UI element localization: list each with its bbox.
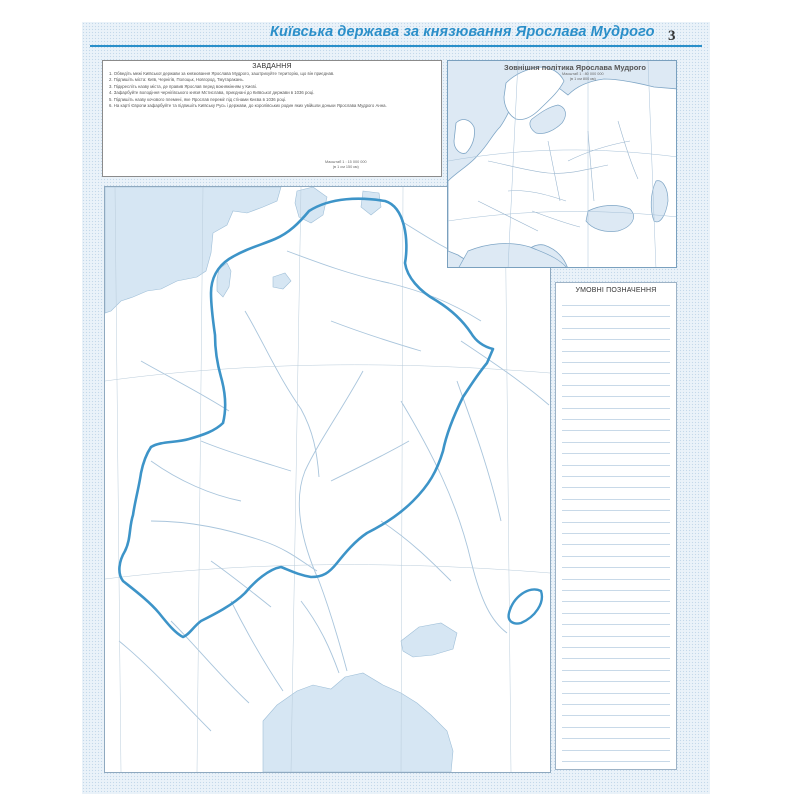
- legend-blank-line: [562, 556, 670, 557]
- legend-blank-line: [562, 430, 670, 431]
- page-title: Київська держава за князювання Ярослава Мудрого: [270, 24, 655, 40]
- legend-blank-line: [562, 704, 670, 705]
- page-number: 3: [668, 28, 676, 44]
- task-item-6: 6. На карті Європи зафарбуйте та підпишіть Київську Русь і держави, до королівських родин яких увійшли доньки Ярослава Мудрого Анна.: [109, 103, 387, 109]
- legend-blank-line: [562, 408, 670, 409]
- legend-blank-line: [562, 693, 670, 694]
- legend-blank-line: [562, 636, 670, 637]
- legend-blank-line: [562, 727, 670, 728]
- legend-blank-line: [562, 590, 670, 591]
- legend-blank-line: [562, 601, 670, 602]
- legend-blank-line: [562, 750, 670, 751]
- lake-onega: [361, 191, 381, 215]
- legend-blank-line: [562, 442, 670, 443]
- legend-blank-line: [562, 738, 670, 739]
- legend-blank-line: [562, 328, 670, 329]
- tasks-title: ЗАВДАННЯ: [252, 63, 292, 70]
- legend-blank-line: [562, 658, 670, 659]
- inset-scale: [562, 72, 604, 82]
- legend-blank-line: [562, 487, 670, 488]
- legend-blank-line: [562, 373, 670, 374]
- legend-blank-line: [562, 522, 670, 523]
- legend-blank-line: [562, 670, 670, 671]
- inset-scale-ratio: Масштаб 1 : 80 000 000: [562, 72, 604, 76]
- legend-blank-line: [562, 351, 670, 352]
- legend-blank-line: [562, 579, 670, 580]
- rivers: [119, 221, 549, 731]
- sea-of-azov: [401, 623, 457, 657]
- legend-blank-line: [562, 465, 670, 466]
- inset-map-europe: [447, 60, 677, 268]
- legend-title: УМОВНІ ПОЗНАЧЕННЯ: [575, 287, 657, 294]
- lake-ilmen: [273, 273, 291, 289]
- legend-blank-line: [562, 715, 670, 716]
- task-item-5: 5. Підпишіть назву кочового племені, яке Ярослав переміг під стінами Києва в 1036 році.: [109, 96, 287, 102]
- main-map-scale-ratio: Масштаб 1 : 15 000 000: [325, 160, 367, 164]
- legend-blank-line: [562, 419, 670, 420]
- legend-blank-line: [562, 510, 670, 511]
- task-item-1: 1. Обведіть межі Київської держави за князювання Ярослава Мудрого, заштрихуйте територію, що він приєднав.: [109, 71, 335, 76]
- task-item-2: 2. Підпишіть міста: Київ, Чернігів, Полоцьк, Новгород, Тмутаракань.: [109, 77, 244, 83]
- main-map-drawing: [105, 187, 550, 772]
- legend-blank-line: [562, 761, 670, 762]
- legend-blank-line: [562, 362, 670, 363]
- legend-blank-line: [562, 396, 670, 397]
- legend-box: [555, 282, 677, 770]
- main-map-scale-distance: (в 1 см 150 км): [332, 165, 359, 169]
- legend-blank-line: [562, 647, 670, 648]
- legend-blank-line: [562, 544, 670, 545]
- task-list: [109, 71, 435, 109]
- legend-blank-line: [562, 499, 670, 500]
- legend-blank-line: [562, 339, 670, 340]
- inset-black-sea: [586, 205, 634, 231]
- legend-blank-line: [562, 613, 670, 614]
- legend-blank-line: [562, 624, 670, 625]
- legend-blank-line: [562, 385, 670, 386]
- tmutarakan-enclave: [509, 589, 542, 623]
- inset-map-drawing: [448, 61, 677, 268]
- legend-blank-line: [562, 453, 670, 454]
- legend-blank-line: [562, 533, 670, 534]
- inset-title: Зовнішня політика Ярослава Мудрого: [504, 63, 646, 72]
- legend-blank-line: [562, 476, 670, 477]
- task-item-3: 3. Підкресліть назву міста, де правив Ярослав перед вокняжінням у Києві.: [109, 83, 257, 89]
- main-contour-map: [104, 186, 551, 773]
- task-item-4: 4. Зафарбуйте володіння чернігівського князя Мстислава, приєднані до Київської держави в 1036 році.: [109, 90, 315, 96]
- legend-blank-line: [562, 305, 670, 306]
- main-map-scale: [325, 160, 367, 170]
- legend-blank-line: [562, 567, 670, 568]
- inset-scale-distance: (в 1 см 800 км): [569, 77, 596, 81]
- baltic-sea: [105, 187, 281, 313]
- legend-blank-line: [562, 316, 670, 317]
- tasks-box: [102, 60, 442, 177]
- header-rule: [90, 45, 702, 47]
- legend-blank-line: [562, 681, 670, 682]
